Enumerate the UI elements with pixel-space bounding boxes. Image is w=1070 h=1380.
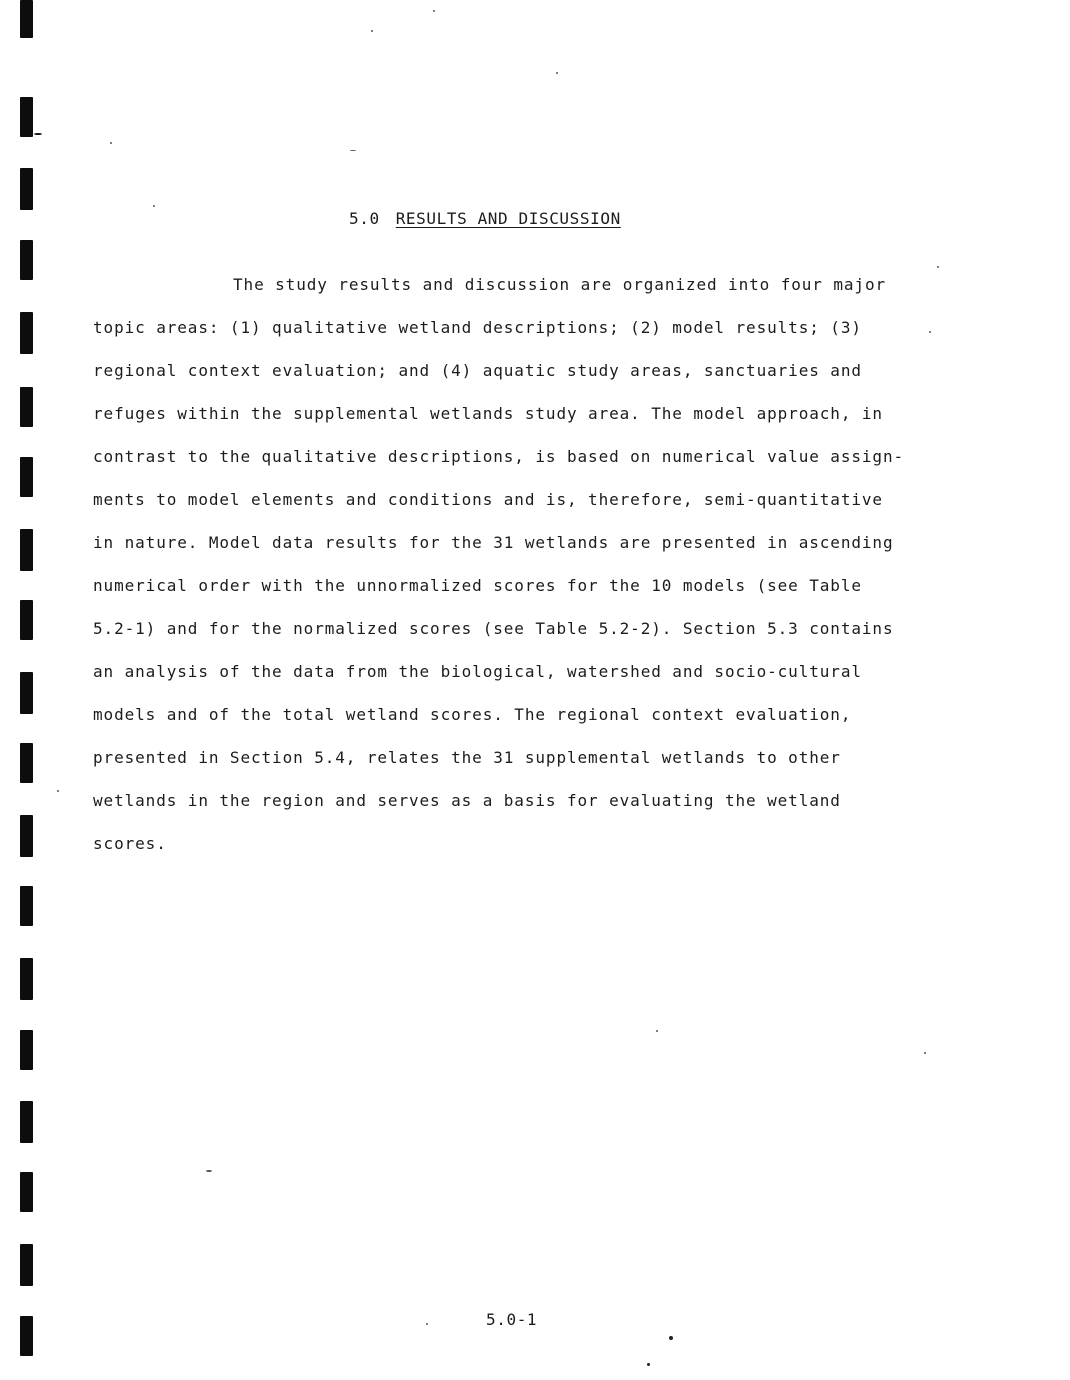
binding-mark <box>20 815 33 857</box>
paragraph-line: regional context evaluation; and (4) aquatic study areas, sanctuaries and <box>93 361 862 380</box>
paragraph-line: numerical order with the unnormalized scores for the 10 models (see Table <box>93 576 862 595</box>
paragraph-line: ments to model elements and conditions and is, therefore, semi-quantitative <box>93 490 883 509</box>
paragraph-line: contrast to the qualitative descriptions, is based on numerical value assign- <box>93 447 905 466</box>
binding-mark <box>20 1316 33 1356</box>
scan-speck <box>556 72 558 74</box>
binding-mark <box>20 1244 33 1286</box>
scan-speck <box>206 1170 212 1172</box>
binding-mark <box>20 886 33 926</box>
binding-mark <box>20 387 33 427</box>
binding-mark <box>20 1030 33 1070</box>
binding-mark <box>20 958 33 1000</box>
binding-mark <box>20 600 33 640</box>
binding-mark <box>20 168 33 210</box>
paragraph-line: presented in Section 5.4, relates the 31 supplemental wetlands to other <box>93 748 841 767</box>
section-heading <box>349 209 621 228</box>
scan-speck <box>34 133 42 135</box>
page-number: 5.0-1 <box>486 1310 538 1329</box>
scan-speck <box>924 1052 926 1054</box>
binding-mark <box>20 97 33 137</box>
scan-speck <box>669 1336 673 1340</box>
paragraph-line: scores. <box>93 834 167 853</box>
binding-mark <box>20 1172 33 1212</box>
scan-speck <box>153 205 155 207</box>
scan-speck <box>937 266 939 268</box>
binding-strip <box>0 0 60 1380</box>
scan-speck <box>929 331 931 333</box>
binding-mark <box>20 529 33 571</box>
scan-speck <box>350 150 356 151</box>
paragraph-line: in nature. Model data results for the 31 wetlands are presented in ascending <box>93 533 894 552</box>
body-paragraph <box>93 271 933 873</box>
paragraph-line: refuges within the supplemental wetlands study area. The model approach, in <box>93 404 883 423</box>
binding-mark <box>20 672 33 714</box>
scan-speck <box>647 1363 650 1366</box>
paragraph-line: 5.2-1) and for the normalized scores (see Table 5.2-2). Section 5.3 contains <box>93 619 894 638</box>
paragraph-line: an analysis of the data from the biological, watershed and socio-cultural <box>93 662 862 681</box>
scan-speck <box>110 142 112 144</box>
binding-mark <box>20 1101 33 1143</box>
paragraph-line: The study results and discussion are organized into four major <box>233 275 887 294</box>
paragraph-line: models and of the total wetland scores. The regional context evaluation, <box>93 705 852 724</box>
section-title: RESULTS AND DISCUSSION <box>395 209 621 228</box>
paragraph-line: wetlands in the region and serves as a basis for evaluating the wetland <box>93 791 841 810</box>
binding-mark <box>20 0 33 38</box>
binding-mark <box>20 743 33 783</box>
scan-speck <box>426 1323 428 1325</box>
binding-mark <box>20 240 33 280</box>
scan-speck <box>371 30 373 32</box>
scan-speck <box>57 790 59 792</box>
scan-speck <box>433 10 435 12</box>
scan-speck <box>656 1030 658 1032</box>
binding-mark <box>20 457 33 497</box>
binding-mark <box>20 312 33 354</box>
paragraph-line: topic areas: (1) qualitative wetland descriptions; (2) model results; (3) <box>93 318 862 337</box>
section-number: 5.0 <box>349 209 380 228</box>
